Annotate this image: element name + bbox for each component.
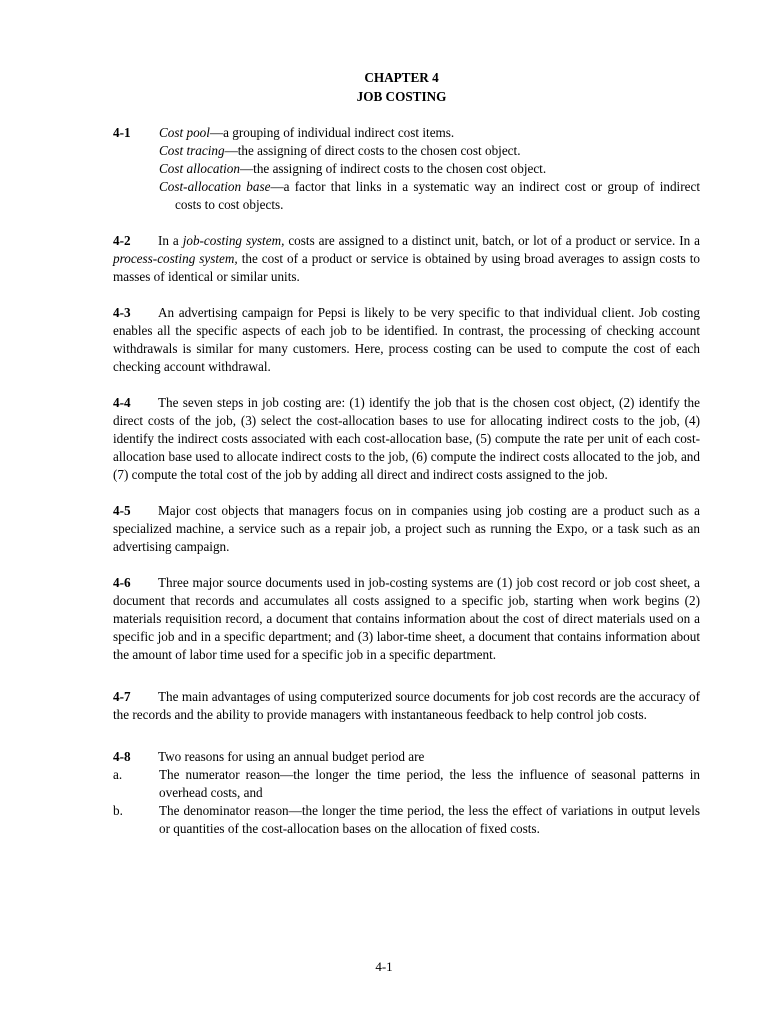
definition-cost-tracing	[113, 142, 700, 160]
chapter-number: CHAPTER 4	[364, 70, 439, 85]
exercise-number: 4-1	[113, 125, 131, 140]
chapter-heading	[103, 68, 700, 106]
definition-text: —a grouping of individual indirect cost items.	[209, 125, 455, 140]
exercise-4-7	[113, 688, 700, 724]
exercise-text: An advertising campaign for Pepsi is likely to be very specific to that individual client. Job costing enables all the specific aspects of each job to be identified. In contrast, the processing of checking account withdrawals is similar for many customers. Here, process costing can be used to compute the cost of each checking account withdrawal.	[113, 305, 700, 374]
list-item-label: a.	[113, 767, 123, 782]
exercise-4-2	[113, 232, 700, 286]
exercise-text: the cost of a product or service is obtained by using broad averages to assign costs to masses of identical or similar units.	[113, 251, 700, 284]
exercise-number: 4-3	[113, 305, 131, 320]
exercise-text: In a	[158, 233, 183, 248]
definition-term: Cost pool	[159, 125, 210, 140]
exercise-text: The seven steps in job costing are: (1) identify the job that is the chosen cost object, (2) identify the direct costs of the job, (3) select the cost-allocation bases to use for allocating indirect costs to the job, (4) identify the indirect costs associated with each cost-allocation base, (5) compute the rate per unit of each cost-allocation base used to allocate indirect costs to the job, (6) compute the indirect costs allocated to the job, and (7) compute the total cost of the job by adding all direct and indirect costs assigned to the job.	[113, 395, 700, 482]
page-number: 4-1	[375, 959, 393, 974]
definition-text: —the assigning of direct costs to the chosen cost object.	[224, 143, 521, 158]
exercise-number: 4-2	[113, 233, 131, 248]
exercise-intro: Two reasons for using an annual budget period are	[158, 749, 425, 764]
exercise-text: Major cost objects that managers focus on in companies using job costing are a product such as a specialized machine, a service such as a repair job, a project such as running the Expo, or a task such as an advertising campaign.	[113, 503, 700, 554]
definition-term: Cost allocation	[159, 161, 240, 176]
exercise-text: costs are assigned to a distinct unit, batch, or lot of a product or service. In a	[284, 233, 700, 248]
exercise-number: 4-6	[113, 575, 131, 590]
list-item-a	[113, 766, 700, 802]
exercise-4-1	[113, 124, 700, 214]
exercise-text: The main advantages of using computerized source documents for job cost records are the accuracy of the records and the ability to provide managers with instantaneous feedback to help control job costs.	[113, 689, 700, 722]
exercise-number: 4-7	[113, 689, 131, 704]
exercise-number: 4-8	[113, 749, 131, 764]
definition-text: —the assigning of indirect costs to the chosen cost object.	[239, 161, 547, 176]
list-item-text: The denominator reason—the longer the time period, the less the effect of variations in output levels or quantities of the cost-allocation bases on the allocation of fixed costs.	[159, 803, 700, 836]
list-item-text: The numerator reason—the longer the time period, the less the influence of seasonal patterns in overhead costs, and	[159, 767, 700, 800]
definition-cost-allocation-base	[113, 178, 700, 214]
exercise-text: Three major source documents used in job-costing systems are (1) job cost record or job cost sheet, a document that records and accumulates all costs assigned to a specific job, starting when work begins (2) materials requisition record, a document that contains information about the cost of direct materials used on a specific job and in a specific department; and (3) labor-time sheet, a document that contains information about the amount of labor time used for a specific job in a specific department.	[113, 575, 700, 662]
exercise-number: 4-5	[113, 503, 131, 518]
definition-cost-allocation	[113, 160, 700, 178]
exercise-4-3	[113, 304, 700, 376]
exercise-number: 4-4	[113, 395, 131, 410]
list-item-b	[113, 802, 700, 838]
term-process-costing-system: process-costing system,	[113, 251, 238, 266]
definition-text: —a factor that links in a systematic way an indirect cost or group of indirect costs to cost objects.	[175, 179, 700, 212]
exercise-4-8	[113, 748, 700, 766]
document-page	[113, 68, 700, 838]
chapter-title: JOB COSTING	[356, 89, 447, 104]
term-job-costing-system: job-costing system,	[182, 233, 285, 248]
definition-term: Cost tracing	[159, 143, 225, 158]
exercise-4-6	[113, 574, 700, 664]
list-item-label: b.	[113, 803, 123, 818]
exercise-4-5	[113, 502, 700, 556]
definition-term: Cost-allocation base	[159, 179, 271, 194]
exercise-4-4	[113, 394, 700, 484]
definition-cost-pool	[113, 124, 700, 142]
